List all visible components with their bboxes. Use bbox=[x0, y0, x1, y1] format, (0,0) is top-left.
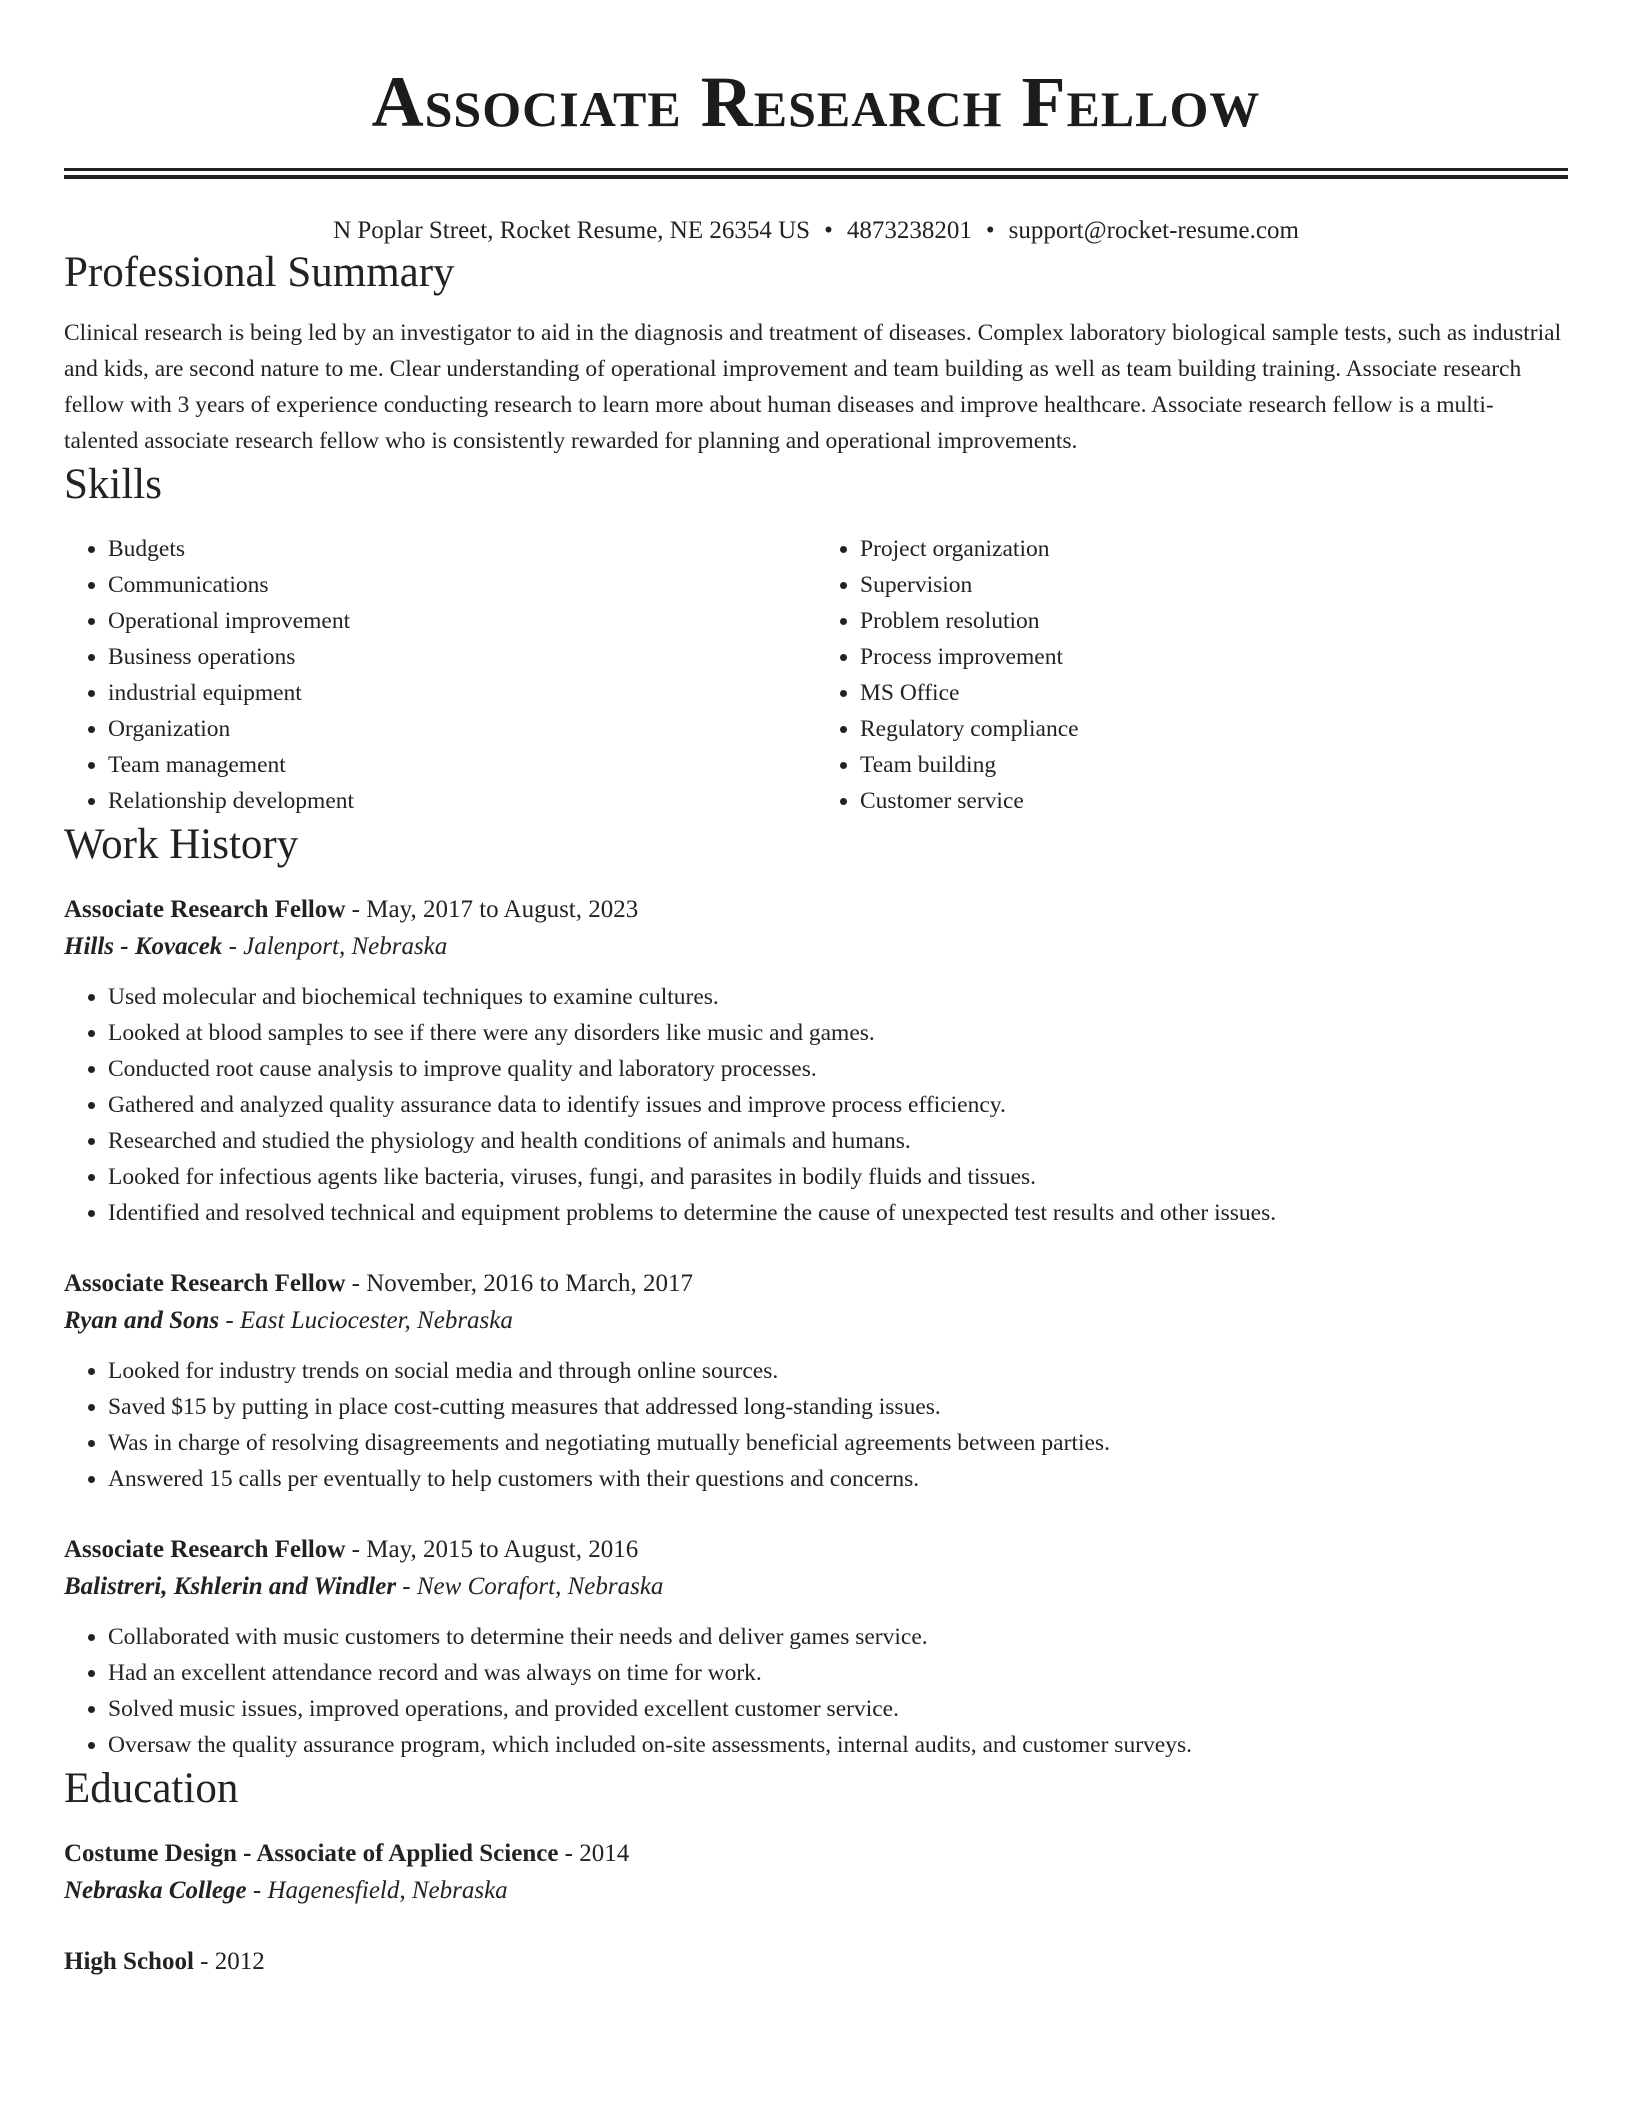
job-dates: - May, 2015 to August, 2016 bbox=[345, 1536, 639, 1563]
job-title-line bbox=[64, 893, 1568, 927]
skill-item: • Relationship development bbox=[108, 783, 816, 819]
title-divider bbox=[64, 168, 1568, 171]
employer-line bbox=[64, 1567, 1568, 1607]
education-entry bbox=[64, 1945, 1568, 1979]
employer-line bbox=[64, 1301, 1568, 1341]
summary-heading: Professional Summary bbox=[64, 249, 455, 296]
contact-separator: • bbox=[985, 217, 995, 244]
skill-item: • Operational improvement bbox=[108, 603, 816, 639]
duty-item: • Gathered and analyzed quality assurance data to identify issues and improve process efficiency. bbox=[108, 1087, 1568, 1123]
skills-column-left bbox=[64, 531, 816, 819]
degree-year: - 2014 bbox=[558, 1840, 630, 1867]
employer-location: - Jalenport, Nebraska bbox=[222, 933, 448, 960]
skill-item: • Business operations bbox=[108, 639, 816, 675]
skill-item: • Team building bbox=[860, 747, 1568, 783]
job-title: Associate Research Fellow bbox=[64, 1536, 346, 1563]
skill-item: • Team management bbox=[108, 747, 816, 783]
job-title-line bbox=[64, 1533, 1568, 1567]
school-line bbox=[64, 1871, 1568, 1911]
degree-line bbox=[64, 1945, 1568, 1979]
skills-list bbox=[64, 531, 1568, 819]
job-duties bbox=[64, 979, 1568, 1231]
duty-item: • Collaborated with music customers to determine their needs and deliver games service. bbox=[108, 1619, 1568, 1655]
degree-name: High School bbox=[64, 1948, 194, 1975]
employer-line bbox=[64, 927, 1568, 967]
degree-year: - 2012 bbox=[193, 1948, 265, 1975]
school-location: - Hagenesfield, Nebraska bbox=[246, 1877, 508, 1904]
duty-item: • Used molecular and biochemical techniques to examine cultures. bbox=[108, 979, 1568, 1015]
work-history-heading: Work History bbox=[64, 821, 299, 868]
job-entry bbox=[64, 1533, 1568, 1763]
skill-item: • Budgets bbox=[108, 531, 816, 567]
degree-line bbox=[64, 1837, 1568, 1871]
duty-item: • Oversaw the quality assurance program, which included on-site assessments, internal audits, and customer surveys. bbox=[108, 1727, 1568, 1763]
resume-title: Associate Research Fellow bbox=[371, 62, 1261, 142]
job-entry bbox=[64, 893, 1568, 1231]
skill-item: • Supervision bbox=[860, 567, 1568, 603]
duty-item: • Researched and studied the physiology and health conditions of animals and humans. bbox=[108, 1123, 1568, 1159]
skill-item: • industrial equipment bbox=[108, 675, 816, 711]
job-entry bbox=[64, 1267, 1568, 1497]
contact-address: N Poplar Street, Rocket Resume, NE 26354 US bbox=[333, 217, 811, 244]
job-duties bbox=[64, 1353, 1568, 1497]
skill-item: • Communications bbox=[108, 567, 816, 603]
skill-item: • Problem resolution bbox=[860, 603, 1568, 639]
contact-separator: • bbox=[824, 217, 833, 244]
contact-email: support@rocket-resume.com bbox=[1008, 217, 1299, 244]
duty-item: • Conducted root cause analysis to improve quality and laboratory processes. bbox=[108, 1051, 1568, 1087]
education-entry bbox=[64, 1837, 1568, 1911]
job-dates: - November, 2016 to March, 2017 bbox=[345, 1270, 693, 1297]
skill-item: • Customer service bbox=[860, 783, 1568, 819]
education-heading: Education bbox=[64, 1765, 239, 1812]
skills-column-right bbox=[816, 531, 1568, 819]
skill-item: • Project organization bbox=[860, 531, 1568, 567]
job-dates: - May, 2017 to August, 2023 bbox=[345, 896, 639, 923]
summary-text: Clinical research is being led by an investigator to aid in the diagnosis and treatment of diseases. Complex laboratory biological sample tests, such as industrial and kids, are second nature to me. Clear understanding of operational improvement and team building as well as team building training. Associate research fellow with 3 years of experience conducting research to learn more about human diseases and improve healthcare. Associate research fellow is a multi-talented associate research fellow who is consistently rewarded for planning and operational improvements. bbox=[64, 320, 1562, 454]
school-name: Nebraska College bbox=[64, 1877, 247, 1904]
duty-item: • Answered 15 calls per eventually to help customers with their questions and concerns. bbox=[108, 1461, 1568, 1497]
employer-location: - New Corafort, Nebraska bbox=[396, 1573, 664, 1600]
duty-item: • Had an excellent attendance record and was always on time for work. bbox=[108, 1655, 1568, 1691]
employer-location: - East Luciocester, Nebraska bbox=[219, 1307, 513, 1334]
contact-phone: 4873238201 bbox=[846, 217, 972, 244]
job-title-line bbox=[64, 1267, 1568, 1301]
skill-item: • Regulatory compliance bbox=[860, 711, 1568, 747]
duty-item: • Identified and resolved technical and equipment problems to determine the cause of unexpected test results and other issues. bbox=[108, 1195, 1568, 1231]
skills-heading: Skills bbox=[64, 461, 162, 508]
duty-item: • Saved $15 by putting in place cost-cutting measures that addressed long-standing issues. bbox=[108, 1389, 1568, 1425]
skill-item: • MS Office bbox=[860, 675, 1568, 711]
duty-item: • Looked for infectious agents like bacteria, viruses, fungi, and parasites in bodily fluids and tissues. bbox=[108, 1159, 1568, 1195]
employer-name: Ryan and Sons bbox=[64, 1307, 220, 1334]
skill-item: • Process improvement bbox=[860, 639, 1568, 675]
job-title: Associate Research Fellow bbox=[64, 1270, 346, 1297]
skill-item: • Organization bbox=[108, 711, 816, 747]
job-duties bbox=[64, 1619, 1568, 1763]
duty-item: • Solved music issues, improved operations, and provided excellent customer service. bbox=[108, 1691, 1568, 1727]
contact-line bbox=[64, 215, 1568, 247]
employer-name: Hills - Kovacek bbox=[64, 933, 223, 960]
duty-item: • Looked at blood samples to see if there were any disorders like music and games. bbox=[108, 1015, 1568, 1051]
duty-item: • Looked for industry trends on social media and through online sources. bbox=[108, 1353, 1568, 1389]
duty-item: • Was in charge of resolving disagreements and negotiating mutually beneficial agreements between parties. bbox=[108, 1425, 1568, 1461]
job-title: Associate Research Fellow bbox=[64, 896, 346, 923]
degree-name: Costume Design - Associate of Applied Science bbox=[64, 1840, 559, 1867]
employer-name: Balistreri, Kshlerin and Windler bbox=[64, 1573, 397, 1600]
